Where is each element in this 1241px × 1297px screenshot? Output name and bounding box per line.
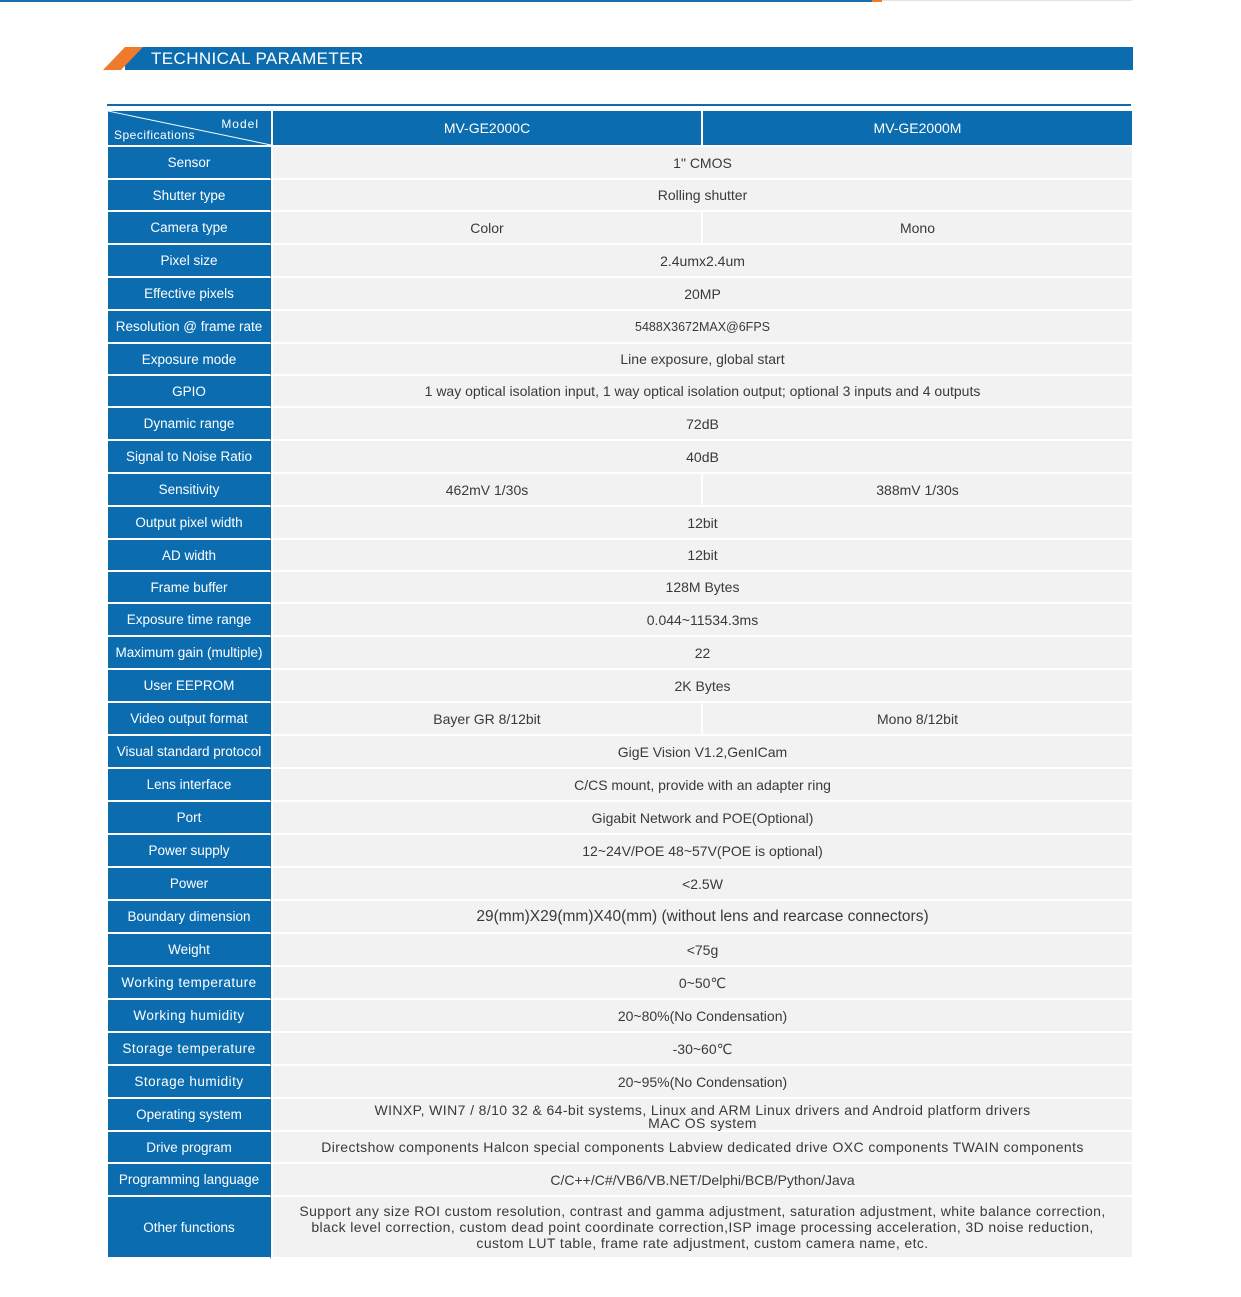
row-label: Effective pixels [108, 278, 271, 311]
row-label: Storage temperature [108, 1033, 271, 1066]
row-label: Visual standard protocol [108, 736, 271, 769]
row-label: Port [108, 802, 271, 835]
row-value: <2.5W [273, 868, 1132, 901]
row-label: Camera type [108, 212, 271, 245]
table-row [108, 1132, 1132, 1164]
row-label: Sensitivity [108, 474, 271, 507]
table-row [108, 868, 1132, 901]
table-row [108, 1197, 1132, 1259]
table-row [108, 670, 1132, 703]
row-label: Exposure time range [108, 604, 271, 637]
row-value: Rolling shutter [273, 180, 1132, 212]
row-label: User EEPROM [108, 670, 271, 703]
row-value: Directshow components Halcon special components Labview dedicated drive OXC components TWAIN components [273, 1132, 1132, 1164]
table-top-rule [107, 104, 1131, 106]
table-row [108, 507, 1132, 540]
row-label: Video output format [108, 703, 271, 736]
row-label: Boundary dimension [108, 901, 271, 934]
spec-table [108, 111, 1132, 1259]
table-row [108, 967, 1132, 1000]
row-value: Gigabit Network and POE(Optional) [273, 802, 1132, 835]
row-label: Drive program [108, 1132, 271, 1164]
row-value: 12bit [273, 507, 1132, 540]
table-row [108, 703, 1132, 736]
row-value: C/C++/C#/VB6/VB.NET/Delphi/BCB/Python/Java [273, 1164, 1132, 1197]
row-value [273, 1099, 1132, 1132]
corner-model-label: Model [221, 117, 259, 131]
table-row [108, 604, 1132, 637]
section-title: TECHNICAL PARAMETER [151, 49, 364, 68]
table-row [108, 835, 1132, 868]
row-value-c: Color [273, 212, 703, 245]
row-label: Exposure mode [108, 344, 271, 376]
corner-spec-label: Specifications [114, 128, 196, 142]
row-label: Shutter type [108, 180, 271, 212]
row-value: GigE Vision V1.2,GenICam [273, 736, 1132, 769]
row-value: 20~80%(No Condensation) [273, 1000, 1132, 1033]
table-row [108, 311, 1132, 344]
row-label: Weight [108, 934, 271, 967]
table-row [108, 474, 1132, 507]
table-row [108, 1066, 1132, 1099]
table-row [108, 376, 1132, 408]
table-row [108, 147, 1132, 180]
row-value-m: 388mV 1/30s [703, 474, 1132, 507]
table-row [108, 769, 1132, 802]
row-label: Frame buffer [108, 572, 271, 604]
row-value-line: MAC OS system [648, 1114, 757, 1131]
row-label: Output pixel width [108, 507, 271, 540]
table-row [108, 212, 1132, 245]
row-label: GPIO [108, 376, 271, 408]
row-value-line: black level correction, custom dead point coordinate correction,ISP image processing acceleration, 3D noise reduction, [311, 1219, 1094, 1235]
table-header-row [108, 111, 1132, 147]
row-value: 0~50℃ [273, 967, 1132, 1000]
table-row [108, 1033, 1132, 1066]
table-row [108, 408, 1132, 441]
row-label: Pixel size [108, 245, 271, 278]
table-row [108, 1000, 1132, 1033]
table-row [108, 180, 1132, 212]
table-row [108, 637, 1132, 670]
section-header [103, 47, 1133, 70]
row-label: AD width [108, 540, 271, 572]
row-label: Signal to Noise Ratio [108, 441, 271, 474]
row-label: Dynamic range [108, 408, 271, 441]
row-label: Power supply [108, 835, 271, 868]
table-row [108, 1164, 1132, 1197]
row-value: 12bit [273, 540, 1132, 572]
row-value-c: Bayer GR 8/12bit [273, 703, 703, 736]
row-label: Other functions [108, 1197, 271, 1259]
table-row [108, 736, 1132, 769]
row-label: Power [108, 868, 271, 901]
row-value: C/CS mount, provide with an adapter ring [273, 769, 1132, 802]
row-value: 12~24V/POE 48~57V(POE is optional) [273, 835, 1132, 868]
header-corner-cell [108, 111, 271, 147]
top-rule-blue [0, 0, 872, 2]
table-row [108, 901, 1132, 934]
row-value: 72dB [273, 408, 1132, 441]
row-value-line: Support any size ROI custom resolution, contrast and gamma adjustment, saturation adjustment, white balance correction, [299, 1203, 1106, 1219]
table-row [108, 245, 1132, 278]
table-row [108, 278, 1132, 311]
row-label: Sensor [108, 147, 271, 180]
row-value: 29(mm)X29(mm)X40(mm) (without lens and rearcase connectors) [273, 901, 1132, 934]
row-label: Storage humidity [108, 1066, 271, 1099]
row-value: 2.4umx2.4um [273, 245, 1132, 278]
row-label: Programming language [108, 1164, 271, 1197]
row-value: 128M Bytes [273, 572, 1132, 604]
row-label: Resolution @ frame rate [108, 311, 271, 344]
row-label: Lens interface [108, 769, 271, 802]
table-row [108, 1099, 1132, 1132]
table-row [108, 344, 1132, 376]
row-value: 20MP [273, 278, 1132, 311]
row-value: -30~60℃ [273, 1033, 1132, 1066]
row-value: Line exposure, global start [273, 344, 1132, 376]
row-value: 2K Bytes [273, 670, 1132, 703]
top-rule-gray [882, 0, 1132, 1]
table-row [108, 441, 1132, 474]
table-row [108, 572, 1132, 604]
row-label: Maximum gain (multiple) [108, 637, 271, 670]
row-value [273, 1197, 1132, 1259]
row-value: 0.044~11534.3ms [273, 604, 1132, 637]
row-value-line: WINXP, WIN7 / 8/10 32 & 64-bit systems, Linux and ARM Linux drivers and Android platform drivers [374, 1101, 1031, 1118]
table-row [108, 540, 1132, 572]
row-label: Working temperature [108, 967, 271, 1000]
row-value-m: Mono 8/12bit [703, 703, 1132, 736]
row-value-m: Mono [703, 212, 1132, 245]
top-rule-accent [872, 0, 882, 2]
row-label: Working humidity [108, 1000, 271, 1033]
row-value: 5488X3672MAX@6FPS [273, 311, 1132, 344]
table-row [108, 802, 1132, 835]
model-header-c: MV-GE2000C [273, 111, 703, 147]
row-value: 22 [273, 637, 1132, 670]
row-value-line: custom LUT table, frame rate adjustment, custom camera name, etc. [476, 1235, 929, 1251]
row-value: <75g [273, 934, 1132, 967]
row-value-c: 462mV 1/30s [273, 474, 703, 507]
table-row [108, 934, 1132, 967]
row-label: Operating system [108, 1099, 271, 1132]
model-header-m: MV-GE2000M [703, 111, 1132, 147]
row-value: 40dB [273, 441, 1132, 474]
row-value: 1 way optical isolation input, 1 way optical isolation output; optional 3 inputs and 4 outputs [273, 376, 1132, 408]
row-value: 20~95%(No Condensation) [273, 1066, 1132, 1099]
row-value: 1" CMOS [273, 147, 1132, 180]
